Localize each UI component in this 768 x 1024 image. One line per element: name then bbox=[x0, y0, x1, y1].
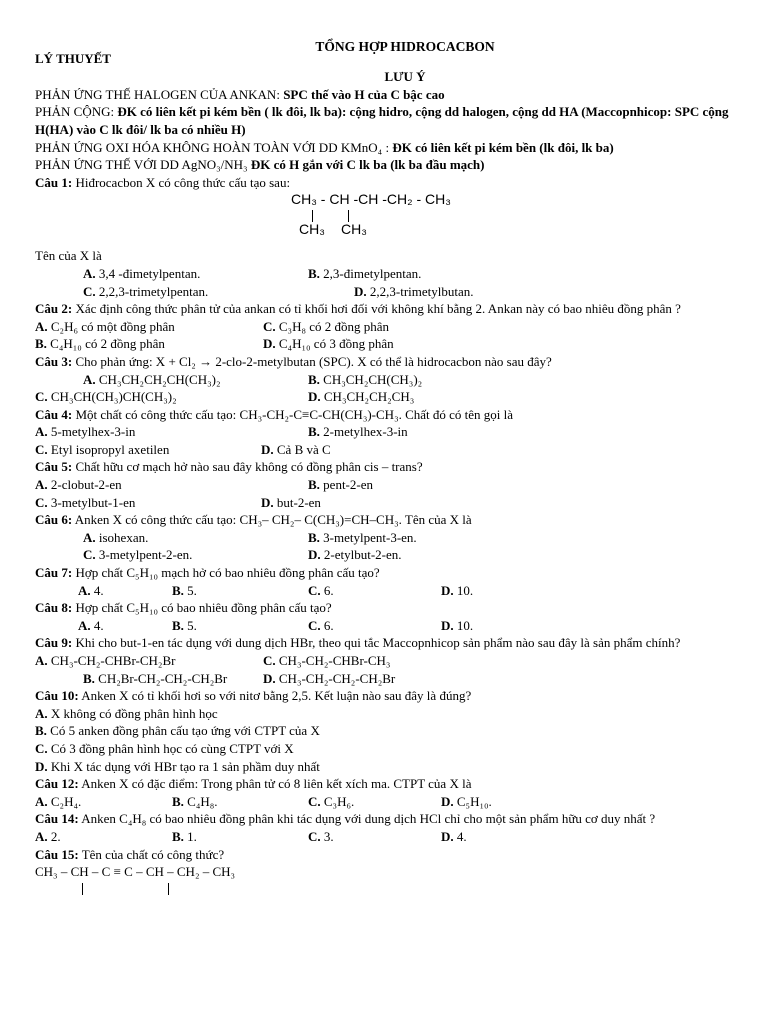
answer-row bbox=[35, 617, 735, 635]
answer-row bbox=[35, 652, 735, 670]
question-text: Hợp chất C₅H₁₀ có bao nhiêu đồng phân cấu tạo? bbox=[72, 600, 332, 616]
question-5 bbox=[35, 458, 735, 511]
question-label: Câu 8: bbox=[35, 600, 73, 616]
note-oxidation bbox=[35, 139, 735, 157]
question-text: Hiđrocacbon X có công thức cấu tạo sau: bbox=[72, 174, 291, 190]
question-text: Khi cho but-1-en tác dụng với dung dịch HBr, theo qui tắc Maccopnhicop sản phẩm nào sau đây là sản phẩm chính? bbox=[72, 635, 681, 651]
question-label: Câu 2: bbox=[35, 301, 73, 317]
option-a[interactable]: A. isohexan. bbox=[83, 529, 149, 545]
question-2 bbox=[35, 300, 735, 353]
question-8 bbox=[35, 599, 735, 634]
option-d[interactable]: D. 4. bbox=[441, 828, 467, 844]
option-a[interactable]: A. C₂H₄. bbox=[35, 793, 82, 809]
answer-row bbox=[35, 546, 735, 564]
question-text: Anken X có công thức cấu tạo: CH₃– CH₂– C(CH₃)=CH–CH₃. Tên của X là bbox=[72, 512, 472, 528]
option-d[interactable]: D. Cả B và C bbox=[261, 441, 331, 457]
option-c[interactable]: C. C₃H₈ có 2 đồng phân bbox=[263, 318, 390, 334]
document-page bbox=[35, 38, 735, 899]
option-b[interactable]: B. 3-metylpent-3-en. bbox=[308, 529, 417, 545]
option-b[interactable]: B. 1. bbox=[172, 828, 197, 844]
note-label: PHẢN ỨNG OXI HÓA KHÔNG HOÀN TOÀN VỚI DD KMnO₄ : bbox=[35, 139, 393, 155]
question-14 bbox=[35, 810, 735, 845]
answer-row bbox=[35, 494, 735, 512]
answer-row bbox=[35, 371, 735, 389]
note-text: ĐK có liên kết pi kém bền (lk đôi, lk ba) bbox=[392, 139, 614, 155]
option-b[interactable]: B. 5. bbox=[172, 617, 197, 633]
answer-row bbox=[35, 335, 735, 353]
question-text: Xác định công thức phân tử của ankan có tỉ khối hơi đối với không khí bằng 2. Ankan này có bao nhiêu đồng phân ? bbox=[72, 301, 681, 317]
question-label: Câu 15: bbox=[35, 846, 79, 862]
option-c[interactable]: C. 3-metylbut-1-en bbox=[35, 494, 136, 510]
answer-row bbox=[35, 318, 735, 336]
option-b[interactable]: B. CH₂Br-CH₂-CH₂-CH₂Br bbox=[83, 670, 228, 686]
option-a[interactable]: A. X không có đồng phân hình học bbox=[35, 705, 218, 721]
note-label: PHẢN ỨNG THẾ VỚI DD AgNO₃/NH₃ bbox=[35, 157, 251, 173]
option-c[interactable]: C. C₃H₆. bbox=[308, 793, 355, 809]
option-d[interactable]: D. C₅H₁₀. bbox=[441, 793, 492, 809]
option-d[interactable]: D. C₄H₁₀ có 3 đồng phân bbox=[263, 336, 394, 352]
question-label: Câu 3: bbox=[35, 353, 73, 369]
option-b[interactable]: B. CH₃CH₂CH(CH₃)₂ bbox=[308, 371, 423, 387]
question-label: Câu 12: bbox=[35, 776, 79, 792]
question-label: Câu 14: bbox=[35, 811, 79, 827]
answer-row bbox=[35, 265, 735, 283]
note-text: SPC thế vào H của C bậc cao bbox=[283, 86, 445, 102]
question-label: Câu 5: bbox=[35, 459, 73, 475]
note-substitution bbox=[35, 86, 735, 104]
note-text: ĐK có H gắn với C lk ba (lk ba đầu mạch) bbox=[250, 157, 485, 173]
question-label: Câu 7: bbox=[35, 565, 73, 581]
option-d[interactable]: D. 2-etylbut-2-en. bbox=[308, 547, 402, 563]
option-c[interactable]: C. 3-metylpent-2-en. bbox=[83, 547, 193, 563]
formula-branch-bonds bbox=[35, 881, 735, 899]
answer-row bbox=[35, 793, 735, 811]
question-4 bbox=[35, 406, 735, 459]
question-label: Câu 6: bbox=[35, 512, 73, 528]
note-text: ĐK có liên kết pi kém bền ( lk đôi, lk ba): cộng hidro, cộng dd halogen, cộng dd HA (Maccopnhicop: SPC cộng H(HA) vào C lk đôi/ lk ba có nhiều H) bbox=[35, 104, 729, 137]
option-c[interactable]: C. 2,2,3-trimetylpentan. bbox=[83, 283, 209, 299]
section-heading: LÝ THUYẾT bbox=[35, 50, 111, 66]
formula-main-chain: CH₃ - CH -CH -CH₂ - CH₃ bbox=[291, 191, 451, 208]
option-d[interactable]: D. Khi X tác dụng với HBr tạo ra 1 sản phầm duy nhất bbox=[35, 758, 320, 774]
option-c[interactable]: C. CH₃CH(CH₃)CH(CH₃)₂ bbox=[35, 389, 177, 405]
question-10 bbox=[35, 687, 735, 775]
answer-row bbox=[35, 441, 735, 459]
option-b[interactable]: B. C₄H₁₀ có 2 đồng phân bbox=[35, 336, 165, 352]
option-d[interactable]: D. 2,2,3-trimetylbutan. bbox=[354, 283, 474, 299]
option-b[interactable]: B. Có 5 anken đồng phân cấu tạo ứng với CTPT của X bbox=[35, 723, 320, 739]
document-title: TỔNG HỢP HIDROCACBON bbox=[315, 39, 495, 54]
question-text: Hợp chất C₅H₁₀ mạch hở có bao nhiêu đồng phân cấu tạo? bbox=[72, 565, 380, 581]
answer-row bbox=[35, 476, 735, 494]
option-b[interactable]: B. 2-metylhex-3-in bbox=[308, 424, 408, 440]
structural-formula bbox=[35, 191, 735, 247]
question-12 bbox=[35, 775, 735, 810]
option-d[interactable]: D. 10. bbox=[441, 582, 474, 598]
bond-line bbox=[168, 883, 169, 895]
option-a[interactable]: A. 3,4 -đimetylpentan. bbox=[83, 265, 201, 281]
option-a[interactable]: A. 5-metylhex-3-in bbox=[35, 424, 136, 440]
option-c[interactable]: C. Có 3 đồng phân hình học có cùng CTPT với X bbox=[35, 740, 294, 756]
formula-branch: CH₃ bbox=[341, 221, 367, 238]
answer-row bbox=[35, 388, 735, 406]
question-label: Câu 4: bbox=[35, 406, 73, 422]
option-c[interactable]: C. 3. bbox=[308, 828, 334, 844]
answer-row bbox=[35, 582, 735, 600]
option-c[interactable]: C. Etyl isopropyl axetilen bbox=[35, 441, 170, 457]
question-15 bbox=[35, 846, 735, 899]
question-text: Cho phản ứng: X + Cl₂ → 2-clo-2-metylbutan (SPC). X có thể là hidrocacbon nào sau đây? bbox=[72, 353, 552, 369]
question-1 bbox=[35, 174, 735, 300]
bond-line bbox=[82, 883, 83, 895]
question-label: Câu 9: bbox=[35, 635, 73, 651]
question-label: Câu 10: bbox=[35, 688, 79, 704]
option-a[interactable]: A. CH₃-CH₂-CHBr-CH₂Br bbox=[35, 653, 176, 668]
structural-formula: CH₃ – CH – C ≡ C – CH – CH₂ – CH₃ bbox=[35, 864, 236, 880]
option-d[interactable]: D. CH₃CH₂CH₂CH₃ bbox=[308, 389, 415, 405]
option-a[interactable]: A. 4. bbox=[78, 582, 104, 598]
note-label: PHẢN CỘNG: bbox=[35, 104, 118, 120]
question-text: Một chất có công thức cấu tạo: CH₃-CH₂-C≡C-CH(CH₃)-CH₃. Chất đó có tên gọi là bbox=[72, 406, 514, 422]
answer-row bbox=[35, 283, 735, 301]
answer-row bbox=[35, 670, 735, 688]
option-b[interactable]: B. 2,3-đimetylpentan. bbox=[308, 265, 422, 281]
option-a[interactable]: A. 2. bbox=[35, 828, 61, 844]
option-c[interactable]: C. 6. bbox=[308, 582, 334, 598]
question-text: Anken X có đặc điểm: Trong phân tử có 8 liên kết xích ma. CTPT của X là bbox=[78, 776, 472, 792]
question-7 bbox=[35, 564, 735, 599]
option-b[interactable]: B. pent-2-en bbox=[308, 477, 373, 493]
answer-row bbox=[35, 828, 735, 846]
question-text: Anken C₄H₈ có bao nhiêu đồng phân khi tác dụng với dung dịch HCl chỉ cho một sản phẩm hữu cơ duy nhất ? bbox=[78, 811, 656, 827]
question-6 bbox=[35, 511, 735, 564]
question-label: Câu 1: bbox=[35, 174, 73, 190]
question-3 bbox=[35, 353, 735, 406]
formula-branch: CH₃ bbox=[299, 221, 325, 238]
answer-row bbox=[35, 423, 735, 441]
question-9 bbox=[35, 634, 735, 687]
question-followup: Tên của X là bbox=[35, 248, 102, 264]
option-b[interactable]: B. C₄H₈. bbox=[172, 793, 218, 809]
question-text: Tên của chất có công thức? bbox=[78, 846, 225, 862]
option-c[interactable]: C. CH₃-CH₂-CHBr-CH₃ bbox=[263, 653, 391, 668]
option-a[interactable]: A. 4. bbox=[78, 617, 104, 633]
note-silver-nitrate bbox=[35, 156, 735, 174]
note-label: PHẢN ỨNG THẾ HALOGEN CỦA ANKAN: bbox=[35, 86, 284, 102]
question-text: Anken X có tỉ khối hơi so với nitơ bằng 2,5. Kết luận nào sau đây là đúng? bbox=[78, 688, 472, 704]
option-d[interactable]: D. but-2-en bbox=[261, 494, 321, 510]
question-text: Chất hữu cơ mạch hở nào sau đây không có đồng phân cis – trans? bbox=[72, 459, 423, 475]
option-a[interactable]: A. 2-clobut-2-en bbox=[35, 477, 122, 493]
option-d[interactable]: D. 10. bbox=[441, 617, 474, 633]
option-b[interactable]: B. 5. bbox=[172, 582, 197, 598]
option-a[interactable]: A. C₂H₆ có một đồng phân bbox=[35, 318, 175, 334]
option-a[interactable]: A. CH₃CH₂CH₂CH(CH₃)₂ bbox=[83, 371, 221, 387]
option-d[interactable]: D. CH₃-CH₂-CH₂-CH₂Br bbox=[263, 670, 396, 686]
answer-row bbox=[35, 529, 735, 547]
option-c[interactable]: C. 6. bbox=[308, 617, 334, 633]
note-heading: LƯU Ý bbox=[384, 69, 426, 85]
note-addition bbox=[35, 103, 735, 138]
